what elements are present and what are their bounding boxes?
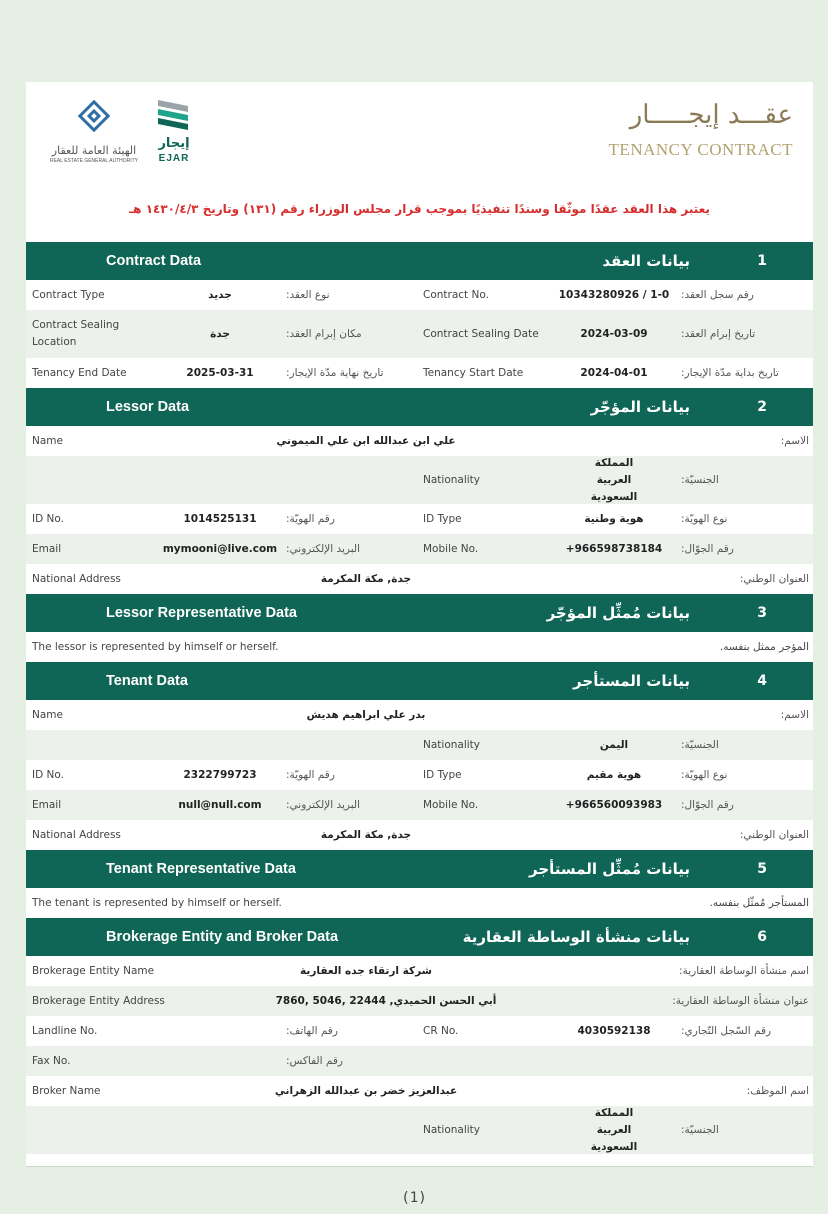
table-row — [26, 888, 813, 918]
rega-logo — [42, 96, 146, 168]
field-label-en: ID No. — [32, 769, 64, 781]
field-label-ar: البريد الإلكتروني: — [286, 799, 360, 811]
field-label-en: CR No. — [423, 1025, 459, 1037]
section-header-tenant — [26, 662, 813, 700]
field-value: المملكة العربية السعودية — [590, 1106, 638, 1153]
logos — [42, 96, 202, 168]
field-label-ar: اسم منشأة الوساطة العقارية: — [679, 965, 809, 977]
section-title-ar: بيانات العقد — [602, 252, 690, 270]
field-label-ar: رقم الهويّة: — [286, 513, 335, 525]
table-row — [26, 1016, 813, 1046]
field-label-en: Email — [32, 799, 62, 811]
section-number: 3 — [757, 605, 767, 621]
field-label-en: Nationality — [423, 739, 481, 751]
section-header-brokerage — [26, 918, 813, 956]
field-value: 2024-04-01 — [580, 366, 648, 379]
field-value: 2024-03-09 — [580, 327, 648, 340]
section-header-lessor-rep — [26, 594, 813, 632]
document-header — [26, 82, 813, 242]
field-value: 2025-03-31 — [186, 367, 254, 379]
ejar-name-en: EJAR — [158, 153, 190, 164]
table-row — [26, 700, 813, 730]
field-label-en: Contract Sealing Date — [423, 328, 539, 340]
field-value: جدة, مكة المكرمة — [320, 829, 412, 841]
authority-name-en: REAL ESTATE GENERAL AUTHORITY — [49, 158, 139, 164]
section-title-en: Lessor Representative Data — [106, 605, 297, 621]
field-label-en: Contract Type — [32, 289, 105, 301]
field-value: +966598738184 — [565, 542, 663, 555]
section-header-contract — [26, 242, 813, 280]
field-value: 4030592138 — [577, 1024, 651, 1037]
table-row — [26, 820, 813, 850]
table-row — [26, 730, 813, 760]
table-row — [26, 358, 813, 388]
table-row — [26, 534, 813, 564]
field-label-ar: الاسم: — [780, 435, 809, 447]
section-title-ar: بيانات المستأجر — [573, 672, 690, 690]
table-row — [26, 280, 813, 310]
field-value: 2322799723 — [183, 769, 257, 781]
section-number: 2 — [757, 399, 767, 415]
field-label-en: Name — [32, 435, 63, 447]
field-value: بدر علي ابراهيم هديش — [306, 709, 426, 721]
field-label-ar: البريد الإلكتروني: — [286, 543, 360, 555]
table-row — [26, 1076, 813, 1106]
field-label-en: Brokerage Entity Name — [32, 965, 155, 977]
page-number: (1) — [401, 1190, 427, 1206]
field-label-ar: رقم الجوّال: — [681, 543, 734, 555]
field-value: +966560093983 — [565, 798, 663, 811]
representation-note-ar: المستأجر مُمثّل بنفسه. — [709, 897, 809, 909]
section-title-en: Tenant Representative Data — [106, 861, 296, 877]
section-title-en: Tenant Data — [106, 673, 188, 689]
field-value: null@null.com — [178, 799, 262, 811]
field-value: شركة ارتقاء جده العقارية — [300, 965, 432, 977]
table-row — [26, 564, 813, 594]
field-label-ar: تاريخ بداية مدّة الإيجار: — [681, 367, 779, 379]
table-row — [26, 632, 813, 662]
section-number: 4 — [757, 673, 767, 689]
field-label-en: National Address — [32, 829, 121, 841]
contract-page — [26, 82, 813, 1166]
field-label-en: Nationality — [423, 474, 481, 486]
field-value: جدة — [210, 328, 230, 340]
field-value: mymooni@live.com — [162, 543, 278, 555]
table-row — [26, 760, 813, 790]
field-label-en: Fax No. — [32, 1055, 71, 1067]
field-label-en: Contract No. — [423, 289, 489, 301]
field-label-en: ID No. — [32, 513, 64, 525]
field-label-en: Name — [32, 709, 63, 721]
rega-diamond-icon — [78, 100, 110, 132]
field-label-en: Brokerage Entity Address — [32, 995, 165, 1007]
field-value: هوية وطنية — [584, 512, 644, 525]
field-value: عبدالعزيز خضر بن عبدالله الزهراني — [274, 1085, 458, 1097]
field-label-ar: رقم الفاكس: — [286, 1055, 343, 1067]
field-label-ar: رقم الجوّال: — [681, 799, 734, 811]
title-en: TENANCY CONTRACT — [608, 140, 793, 159]
field-value: أبي الحسن الحميدي, 22444 ,5046 ,7860 — [275, 995, 497, 1007]
field-value: جدة, مكة المكرمة — [320, 573, 412, 585]
table-row — [26, 1046, 813, 1076]
section-title-en: Contract Data — [106, 253, 202, 269]
ejar-logo — [150, 98, 198, 168]
title-ar: عقـــد إيجـــــار — [629, 100, 793, 130]
field-label-en: ID Type — [423, 513, 462, 525]
field-label-ar: نوع الهويّة: — [681, 513, 728, 525]
field-label-en: Nationality — [423, 1124, 481, 1136]
decree-notice: يعتبر هذا العقد عقدًا موثّقا وسندًا تنفيذيًا بموجب قرار مجلس الوزراء رقم (١٣١) وتاريخ ١٤٣٠/٤/٣ هـ — [129, 202, 710, 216]
field-value — [154, 1046, 286, 1076]
field-value: جديد — [208, 289, 232, 301]
section-title-ar: بيانات المؤجّر — [590, 398, 690, 416]
section-number: 1 — [757, 253, 767, 269]
representation-note-en: The tenant is represented by himself or herself. — [32, 897, 282, 909]
table-row — [26, 426, 813, 456]
field-label-en: ID Type — [423, 769, 462, 781]
field-label-ar: رقم السّجل التّجاري: — [681, 1025, 772, 1037]
section-header-tenant-rep — [26, 850, 813, 888]
section-number: 5 — [757, 861, 767, 877]
representation-note-en: The lessor is represented by himself or herself. — [32, 641, 279, 653]
field-label-ar: رقم الهويّة: — [286, 769, 335, 781]
field-label-en: National Address — [32, 573, 121, 585]
field-label-ar: اسم الموظف: — [746, 1085, 809, 1097]
table-row — [26, 790, 813, 820]
field-label-ar: العنوان الوطني: — [739, 829, 809, 841]
field-label-ar: الجنسيّة: — [681, 474, 719, 486]
field-label-en: Tenancy End Date — [32, 367, 127, 379]
field-value — [154, 1016, 286, 1046]
field-label-en: Broker Name — [32, 1085, 101, 1097]
section-header-lessor — [26, 388, 813, 426]
field-label-ar: مكان إبرام العقد: — [286, 328, 362, 340]
field-label-ar: العنوان الوطني: — [739, 573, 809, 585]
table-row — [26, 986, 813, 1016]
table-row — [26, 456, 813, 504]
field-value: هوية مقيم — [586, 768, 642, 781]
section-title-ar: بيانات مُمثِّل المؤجّر — [546, 604, 690, 622]
table-row — [26, 310, 813, 358]
field-label-en: Email — [32, 543, 62, 555]
field-label-ar: الاسم: — [780, 709, 809, 721]
section-title-en: Lessor Data — [106, 399, 190, 415]
section-title-ar: بيانات منشأة الوساطة العقارية — [462, 928, 690, 946]
field-label-ar: نوع العقد: — [286, 289, 330, 301]
field-value: علي ابن عبدالله ابن علي الميموني — [276, 435, 456, 447]
field-label-ar: الجنسيّة: — [681, 739, 719, 751]
field-label-en: Mobile No. — [423, 543, 479, 555]
table-row — [26, 504, 813, 534]
field-label-ar: رقم سجل العقد: — [681, 289, 754, 301]
field-label-en: Mobile No. — [423, 799, 479, 811]
field-value: 1014525131 — [183, 513, 257, 525]
field-label-en: Landline No. — [32, 1025, 98, 1037]
field-label-ar: عنوان منشأة الوساطة العقارية: — [672, 995, 809, 1007]
field-label-ar: تاريخ نهاية مدّة الإيجار: — [286, 367, 384, 379]
ejar-name-ar: إيجار — [158, 136, 190, 151]
field-value: 10343280926 / 1-0 — [558, 288, 670, 301]
field-value: المملكة العربية السعودية — [590, 456, 638, 503]
representation-note-ar: المؤجر ممثل بنفسه. — [719, 641, 809, 653]
section-title-en: Brokerage Entity and Broker Data — [106, 929, 339, 945]
section-number: 6 — [757, 929, 767, 945]
page-bottom-divider — [26, 1166, 813, 1167]
table-row — [26, 956, 813, 986]
authority-name-ar: الهيئة العامة للعقار — [51, 144, 137, 157]
field-label-ar: الجنسيّة: — [681, 1124, 719, 1136]
field-label-en: Tenancy Start Date — [423, 367, 524, 379]
section-title-ar: بيانات مُمثِّل المستأجر — [528, 860, 690, 878]
field-label-ar: نوع الهويّة: — [681, 769, 728, 781]
field-label-en: Contract Sealing Location — [32, 319, 120, 348]
table-row — [26, 1106, 813, 1154]
field-value: اليمن — [599, 738, 629, 751]
field-label-ar: رقم الهاتف: — [286, 1025, 338, 1037]
field-label-ar: تاريخ إبرام العقد: — [681, 328, 756, 340]
ejar-stripes-icon — [150, 98, 198, 134]
